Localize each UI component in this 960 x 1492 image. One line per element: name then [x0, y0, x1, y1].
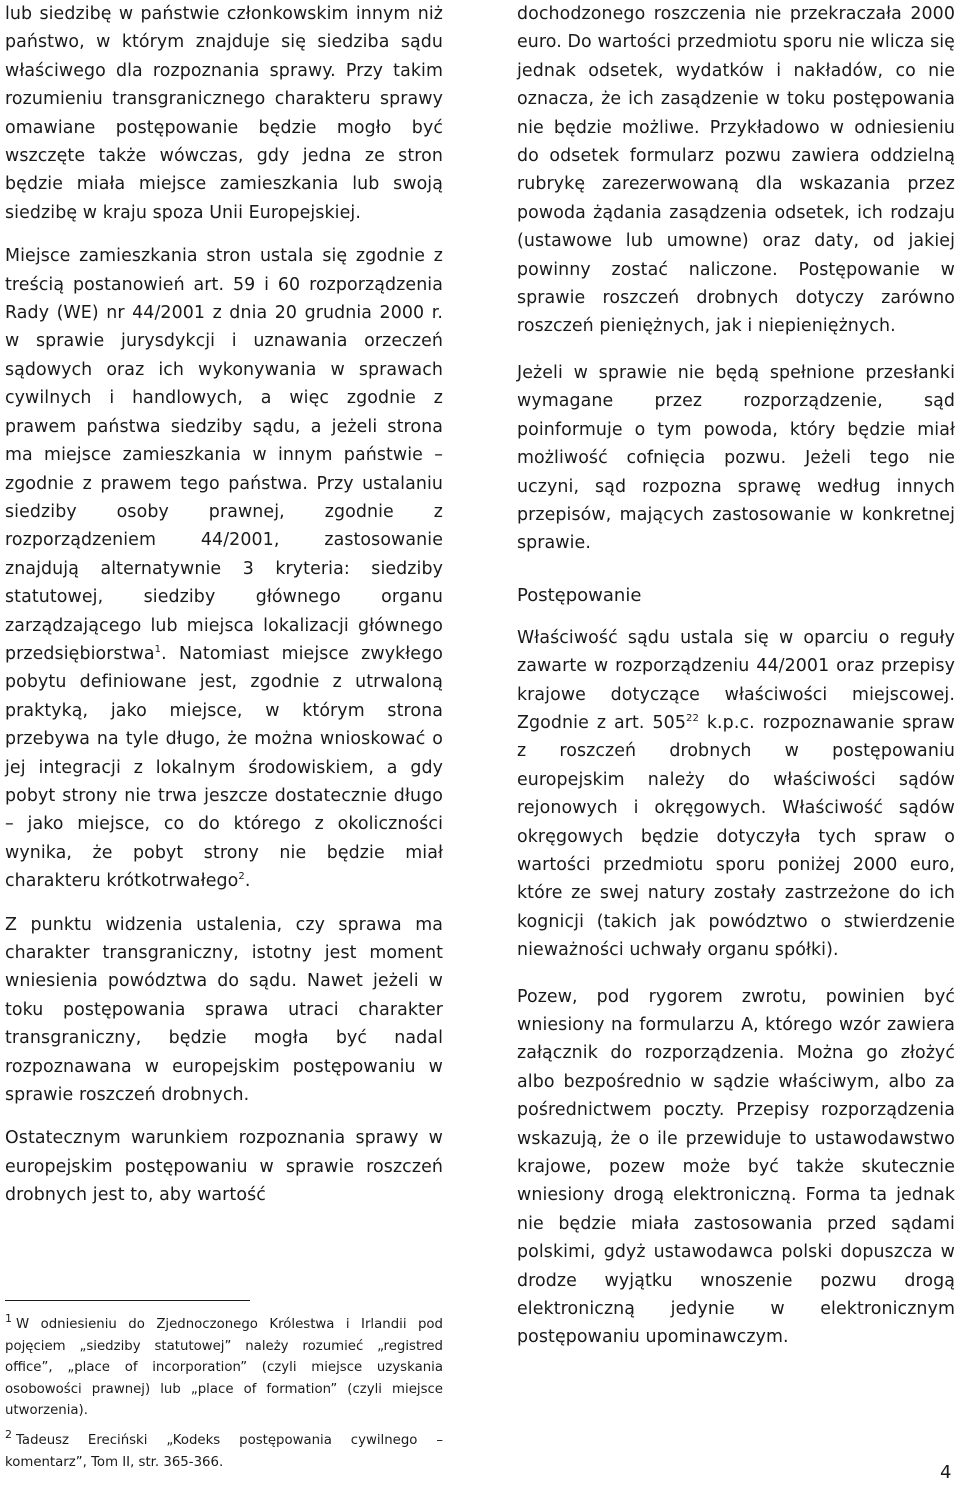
paragraph-requirements-unmet: Jeżeli w sprawie nie będą spełnione przesłanki wymagane przez rozporządzenie, sąd poinformuje o tym powoda, który będzie miał możliwość cofnięcia pozwu. Jeżeli tego nie uczyni, sąd rozpozna sprawę według innych przepisów, mających zastosowanie w konkretnej sprawie.	[517, 362, 955, 554]
paragraph-text: Właściwość sądu ustala się w oparciu o reguły zawarte w rozporządzeniu 44/2001 oraz przepisy krajowe dotyczące właściwości miejscowej. Zgodnie z art. 505	[517, 627, 955, 733]
footnote-separator	[5, 1300, 250, 1301]
footnote-ref-1[interactable]: 1	[154, 644, 162, 656]
footnote-mark: 2	[5, 1427, 12, 1441]
section-heading: Postępowanie	[517, 584, 642, 606]
right-column	[517, 0, 955, 1370]
paragraph-statement-of-claim: Pozew, pod rygorem zwrotu, powinien być wniesiony na formularzu A, którego wzór zawiera załącznik do rozporządzenia. Można go złożyć albo bezpośrednio w sądzie właściwym, albo za pośrednictwem poczty. Przepisy rozporządzenia wskazują, że o ile przewiduje to ustawodawstwo krajowe, pozew może być także skutecznie wniesiony drogą elektroniczną. Forma ta jednak nie będzie miała zastosowania przed sądami polskimi, gdyż ustawodawca polski dopuszcza w drodze wyjątku wnoszenie pozwu drogą elektroniczną jedynie w elektronicznym postępowaniu upominawczym.	[517, 986, 955, 1348]
paragraph-text: . Natomiast miejsce zwykłego pobytu definiowane jest, zgodnie z utrwaloną praktyką, jako miejsce, w którym strona przebywa na tyle długo, że można wnioskować o jej integracji z lokalnym środowiskiem, a gdy pobyt strony nie trwa jeszcze dostatecznie długo – jako miejsce, co do którego z okoliczności wynika, że pobyt strony nie będzie miał charakteru krótkotrwałego	[5, 643, 443, 892]
paragraph-text: k.p.c. rozpoznawanie spraw z roszczeń drobnych w postępowaniu europejskim należy do właściwości sądów rejonowych i okręgowych. Właściwość sądów okręgowych będzie dotyczyła tych spraw o wartości przedmiotu sporu poniżej 2000 euro, które ze swej natury zostały zastrzeżone do ich kognicji (takich jak powództwo o stwierdzenie nieważności uchwały organu spółki).	[517, 712, 956, 961]
footnote-2	[5, 1424, 443, 1473]
footnote-text: W odniesieniu do Zjednoczonego Królestwa i Irlandii pod pojęciem „siedziby statutowej” należy rozumieć „registred office”, „place of incorporation” (czyli miejsce uzyskania osobowości prawnej) lub „place of formation” (czyli miejsce utworzenia).	[5, 1317, 443, 1419]
page-number: 4	[940, 1462, 952, 1483]
footnote-text: Tadeusz Ereciński „Kodeks postępowania cywilnego – komentarz”, Tom II, str. 365-366.	[5, 1432, 443, 1470]
footnotes	[5, 1308, 443, 1475]
footnote-mark: 1	[5, 1312, 12, 1325]
footnote-ref-2[interactable]: 2	[238, 871, 245, 883]
paragraph-claim-value: dochodzonego roszczenia nie przekraczała 2000 euro. Do wartości przedmiotu sporu nie wlicza się jednak odsetek, wydatków i nakładów, co nie oznacza, że ich zasądzenie w toku postępowania nie będzie możliwe. Przykładowo w odniesieniu do odsetek formularz pozwu zawiera oddzielną rubrykę zarezerwowaną dla wskazania przez powoda żądania zasądzenia odsetek, ich rodzaju (ustawowe lub umowne) oraz daty, od jakiej powinny zostać naliczone. Postępowanie w sprawie roszczeń drobnych dotyczy zarówno roszczeń pieniężnych, jak i niepieniężnych.	[517, 4, 955, 337]
article-superscript: 22	[686, 713, 699, 725]
paragraph-text: .	[244, 871, 251, 892]
paragraph-jurisdiction	[517, 624, 955, 965]
paragraph-cross-border-intro: lub siedzibę w państwie członkowskim innym niż państwo, w którym znajduje się siedziba sądu właściwego dla rozpoznania sprawy. Przy takim rozumieniu transgranicznego charakteru sprawy omawiane postępowanie będzie mogło być wszczęte także wówczas, gdy jedna ze stron będzie miała miejsce zamieszkania lub swoją siedzibę w kraju spoza Unii Europejskiej.	[5, 4, 443, 223]
paragraph-value-condition: Ostatecznym warunkiem rozpoznania sprawy w europejskim postępowaniu w sprawie roszczeń drobnych jest to, aby wartość	[5, 1128, 443, 1206]
paragraph-text: Miejsce zamieszkania stron ustala się zgodnie z treścią postanowień art. 59 i 60 rozporządzenia Rady (WE) nr 44/2001 z dnia 20 grudnia 2000 r. w sprawie jurysdykcji i uznawania orzeczeń sądowych oraz ich wykonywania w sprawach cywilnych i handlowych, a więc zgodnie z prawem państwa siedziby sądu, a jeżeli strona ma miejsce zamieszkania w innym państwie – zgodnie z prawem tego państwa. Przy ustalaniu siedziby osoby prawnej, zgodnie z rozporządzeniem 44/2001, zastosowanie znajdują alternatywnie 3 kryteria: siedziby statutowej, siedziby głównego organu zarządzającego lub miejsca lokalizacji głównego przedsiębiorstwa	[5, 246, 443, 664]
left-column	[5, 0, 443, 1225]
paragraph-filing-moment: Z punktu widzenia ustalenia, czy sprawa ma charakter transgraniczny, istotny jest moment wniesienia powództwa do sądu. Nawet jeżeli w toku postępowania sprawa utraci charakter transgraniczny, będzie mogła być nadal rozpoznawana w europejskim postępowaniu w sprawie roszczeń drobnych.	[5, 914, 443, 1106]
footnote-1	[5, 1308, 443, 1422]
paragraph-domicile-rules	[5, 242, 443, 895]
